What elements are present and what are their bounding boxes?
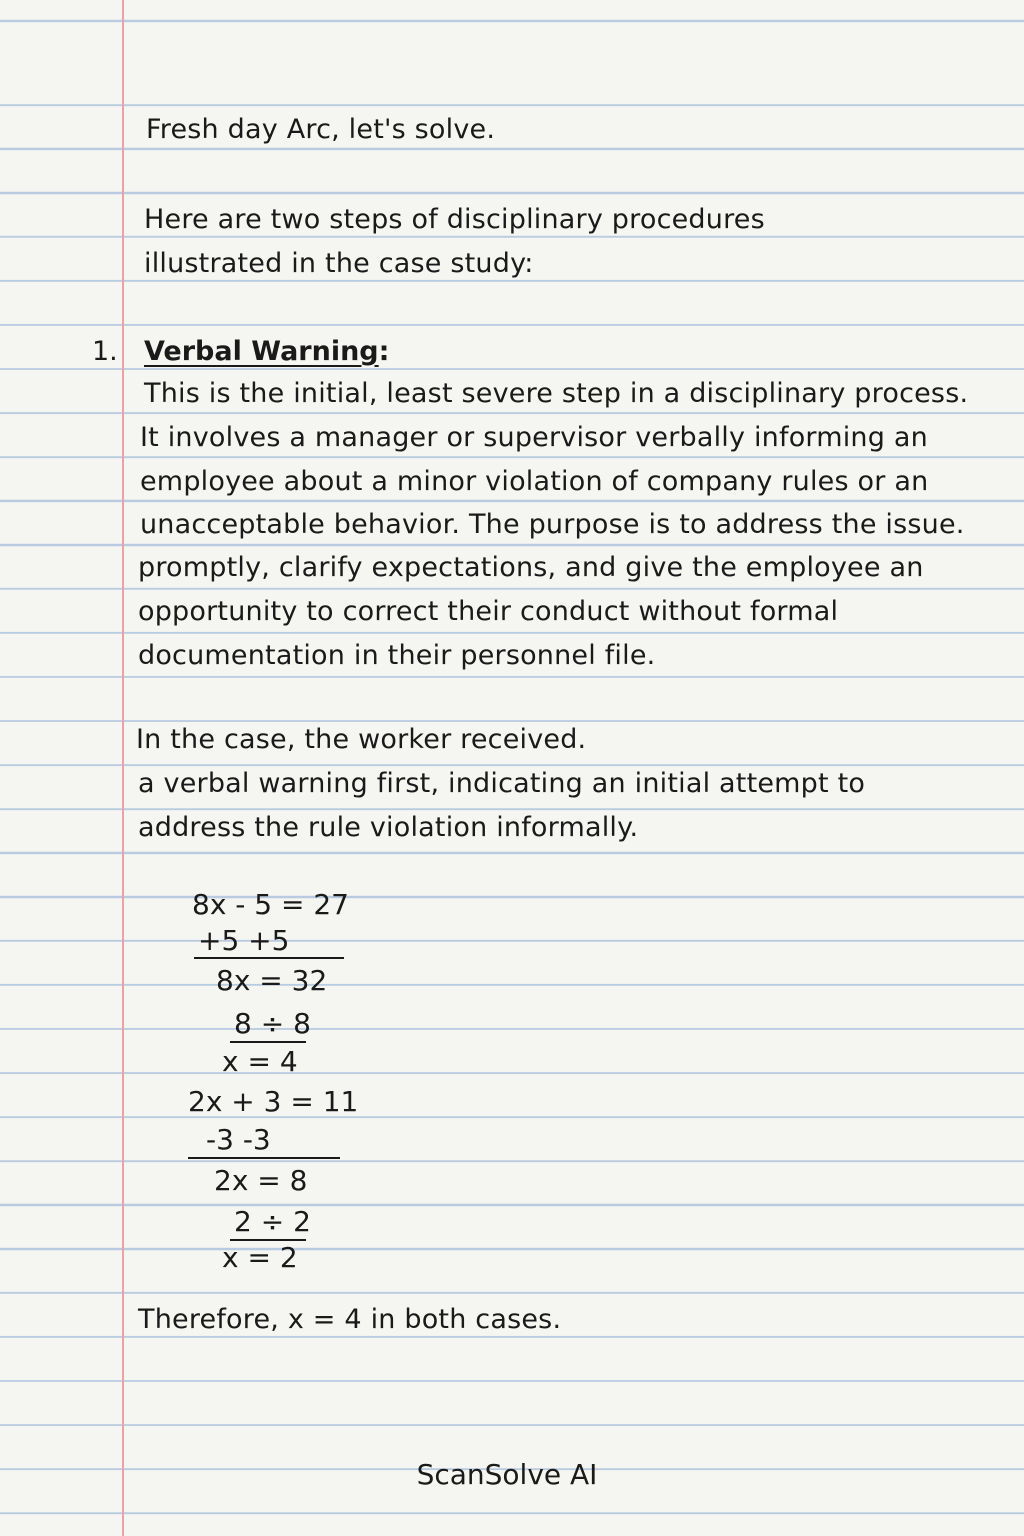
eq1-answer: x = 4: [222, 1045, 298, 1078]
body-line-2: It involves a manager or supervisor verbally informing an: [140, 422, 928, 453]
eq2-divide-step: 2 ÷ 2: [234, 1205, 311, 1238]
section-number: 1.: [92, 336, 118, 367]
greeting-text: Fresh day Arc, let's solve.: [146, 114, 496, 145]
margin-line: [122, 0, 124, 1536]
eq2-rule-1: [188, 1157, 340, 1159]
section-heading-colon: :: [378, 336, 390, 367]
body-line-3: employee about a minor violation of company rules or an: [140, 466, 929, 497]
eq1-equation: 8x - 5 = 27: [192, 888, 349, 921]
case-line-1: In the case, the worker received.: [136, 724, 587, 755]
conclusion-text: Therefore, x = 4 in both cases.: [138, 1304, 562, 1335]
section-heading-label: Verbal Warning: [144, 336, 379, 367]
intro-line-1: Here are two steps of disciplinary procedures: [144, 204, 765, 235]
body-line-7: documentation in their personnel file.: [138, 640, 656, 671]
eq1-result: 8x = 32: [216, 964, 328, 997]
case-line-2: a verbal warning first, indicating an initial attempt to: [138, 768, 866, 799]
body-line-5: promptly, clarify expectations, and give the employee an: [138, 552, 924, 583]
intro-line-2: illustrated in the case study:: [144, 248, 534, 279]
footer-brand: ScanSolve AI: [416, 1458, 598, 1491]
body-line-4: unacceptable behavior. The purpose is to address the issue.: [140, 509, 965, 540]
body-line-1: This is the initial, least severe step in a disciplinary process.: [144, 378, 969, 409]
case-line-3: address the rule violation informally.: [138, 812, 639, 843]
eq2-result: 2x = 8: [214, 1164, 308, 1197]
eq1-divide-step: 8 ÷ 8: [234, 1007, 311, 1040]
section-heading: [144, 330, 389, 374]
body-line-6: opportunity to correct their conduct without formal: [138, 596, 839, 627]
eq2-equation: 2x + 3 = 11: [188, 1085, 359, 1118]
eq2-sub-step: -3 -3: [206, 1123, 271, 1156]
eq1-rule-1: [194, 957, 344, 959]
eq1-add-step: +5 +5: [198, 924, 290, 957]
eq2-answer: x = 2: [222, 1241, 298, 1274]
